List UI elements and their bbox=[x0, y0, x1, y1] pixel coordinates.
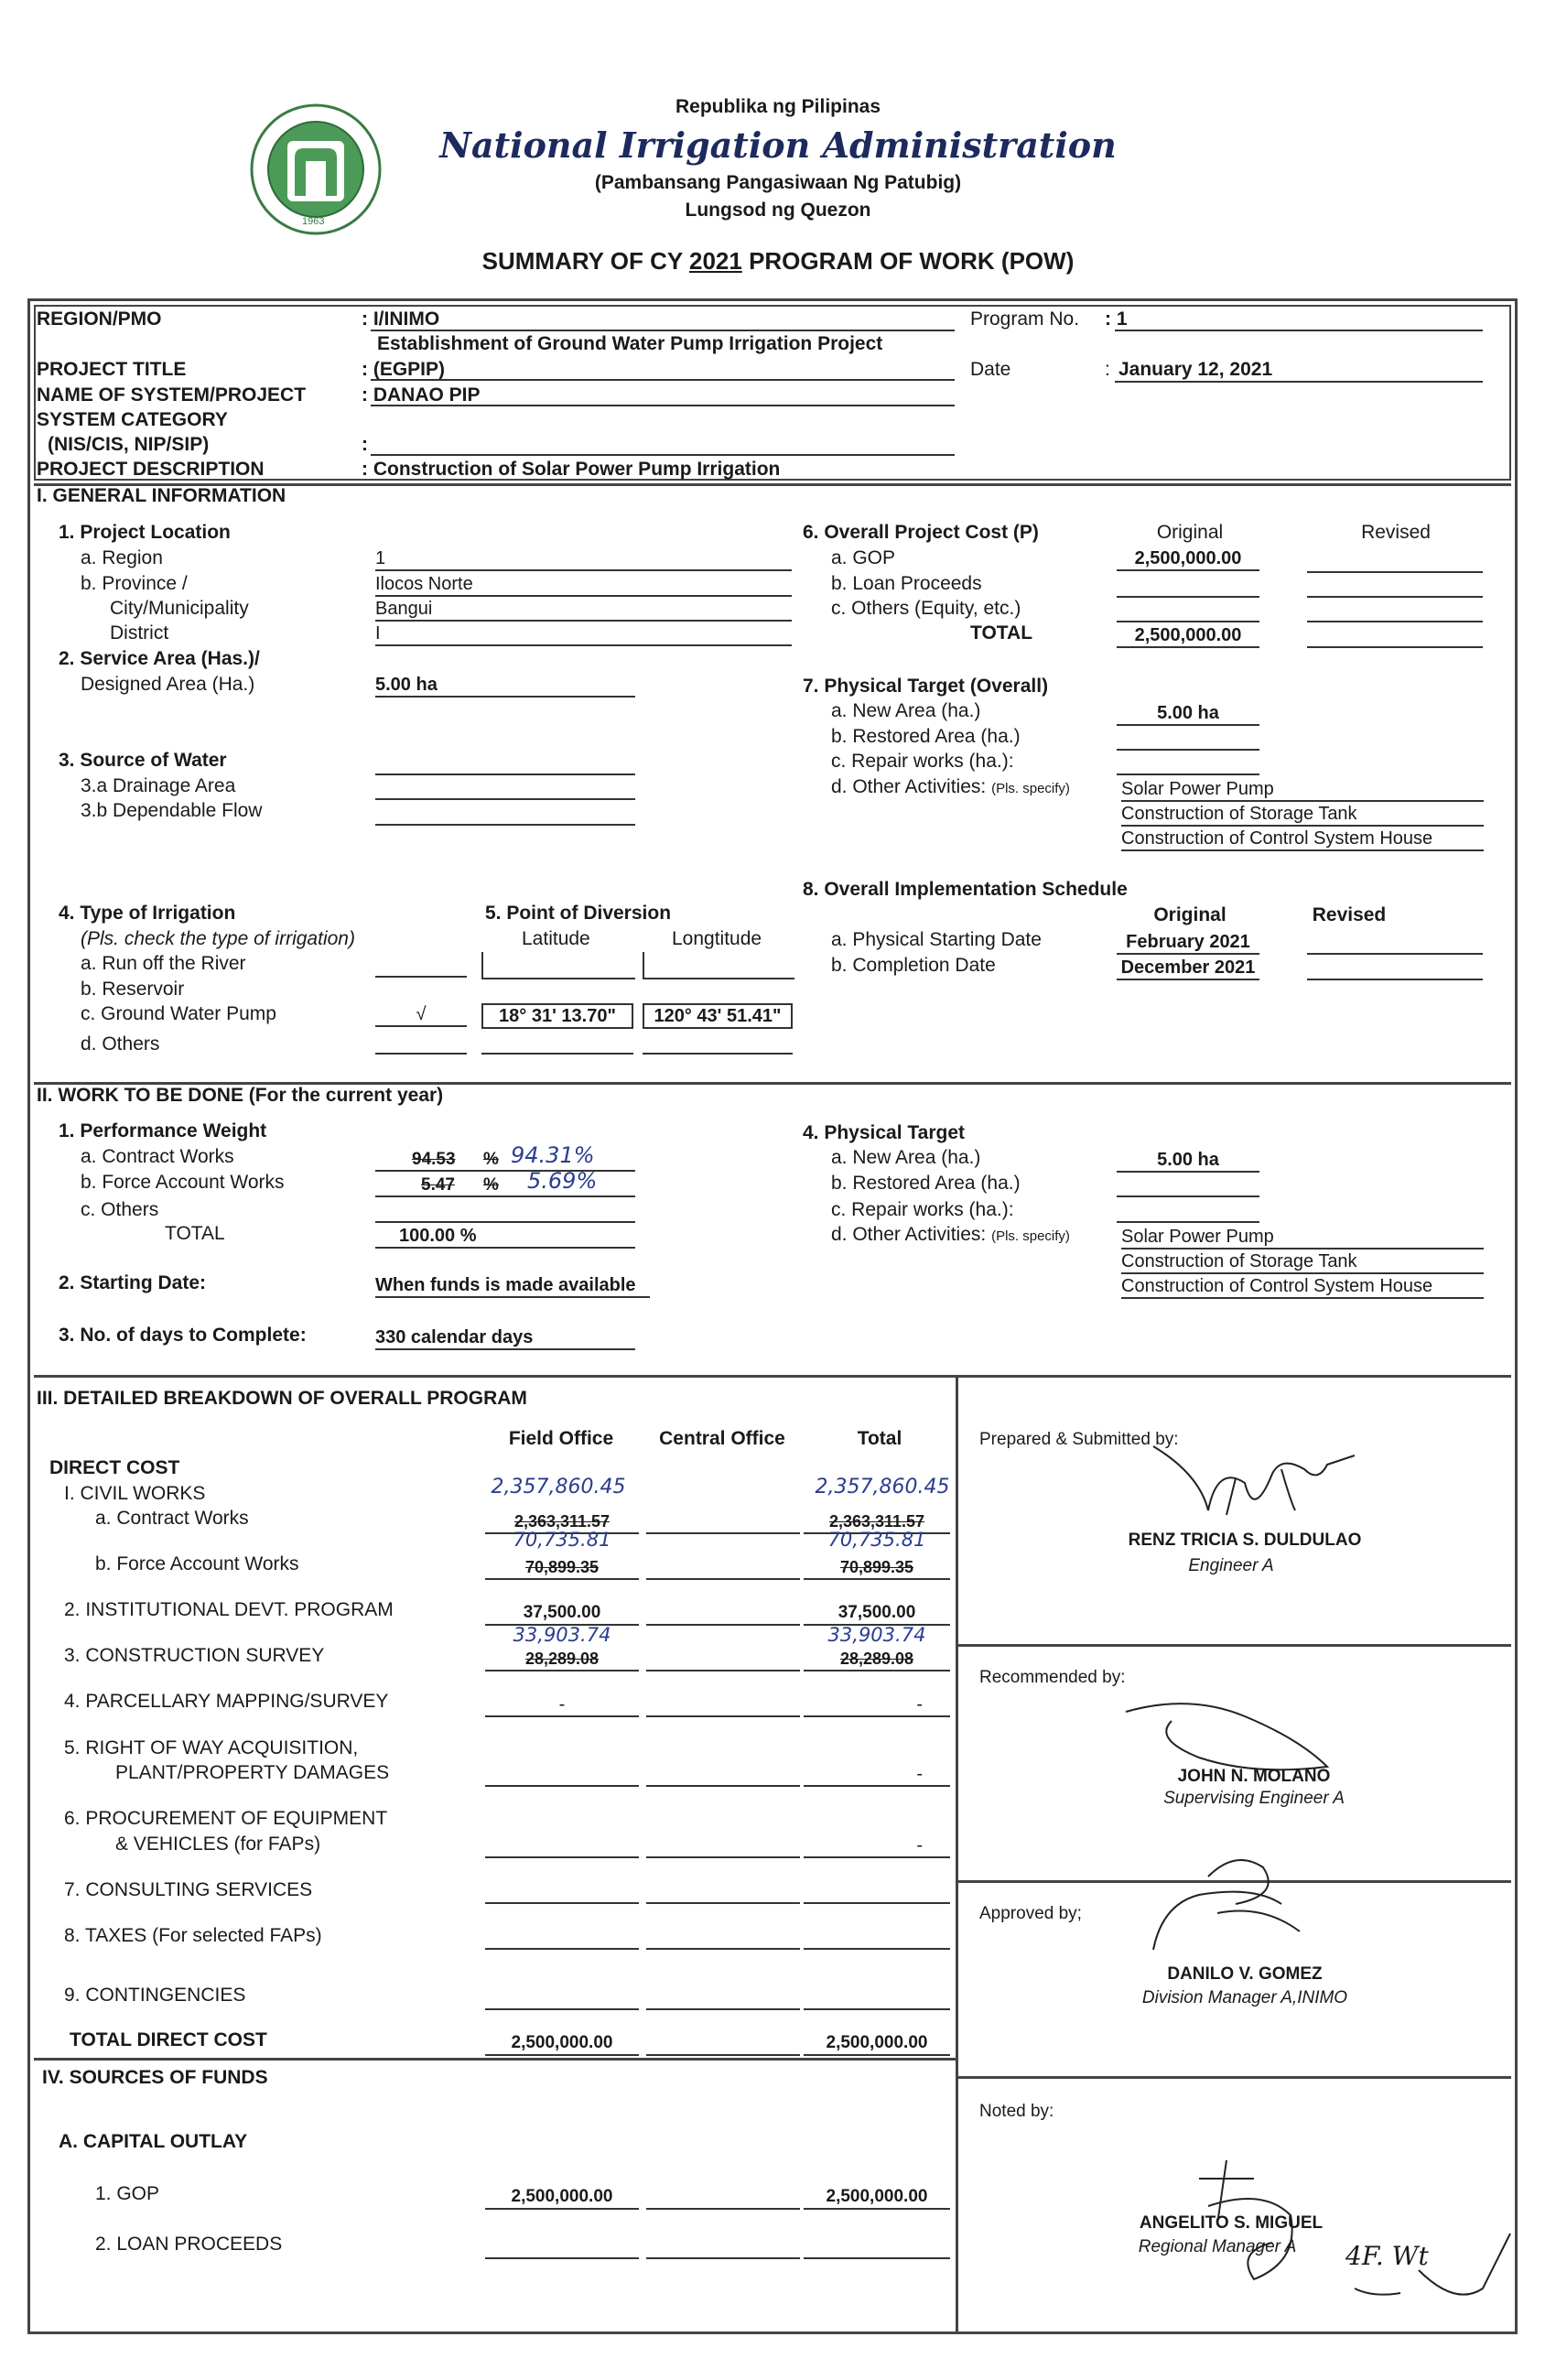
latitude-d-line bbox=[481, 1053, 633, 1055]
force-field-old: 70,899.35 bbox=[485, 1556, 639, 1580]
work-activity-3: Construction of Control System House bbox=[1121, 1275, 1484, 1299]
row-total: - bbox=[804, 1763, 950, 1787]
city-value: Bangui bbox=[375, 598, 792, 622]
general-heading: I. GENERAL INFORMATION bbox=[37, 485, 286, 506]
parcellary-central-line bbox=[646, 1715, 800, 1717]
agency-tagalog: (Pambansang Pangasiwaan Ng Patubig) bbox=[594, 172, 962, 193]
irrigation-d-box bbox=[375, 1053, 467, 1055]
col-total: Total bbox=[857, 1428, 902, 1449]
work-new-area-value: 5.00 ha bbox=[1117, 1149, 1259, 1173]
system-label: NAME OF SYSTEM/PROJECT bbox=[37, 384, 307, 406]
parcellary-field: - bbox=[485, 1693, 639, 1717]
work-restored-label: b. Restored Area (ha.) bbox=[831, 1173, 1021, 1194]
longitude-value: 120° 43' 51.41" bbox=[643, 1003, 793, 1029]
district-label: District bbox=[110, 622, 169, 644]
force-weight-old: 5.47 bbox=[421, 1175, 455, 1195]
irrigation-c-check: √ bbox=[375, 1003, 467, 1027]
divider-breakdown bbox=[34, 1375, 1511, 1378]
date-label: Date bbox=[970, 359, 1011, 380]
start-date-value: February 2021 bbox=[1117, 931, 1259, 955]
contract-weight-new: 94.31% bbox=[511, 1142, 595, 1168]
row-acquisition-label: 5. RIGHT OF WAY ACQUISITION, bbox=[64, 1737, 359, 1758]
work-other-act-text: d. Other Activities: bbox=[831, 1224, 987, 1245]
civil-works-total-hw: 2,357,860.45 bbox=[815, 1476, 950, 1498]
description-value: : Construction of Solar Power Pump Irrigation bbox=[362, 459, 781, 480]
start-date-label: a. Physical Starting Date bbox=[831, 929, 1042, 950]
contract-field-old: 2,363,311.57 bbox=[485, 1510, 639, 1534]
work-new-area-label: a. New Area (ha.) bbox=[831, 1147, 981, 1168]
activity-2: Construction of Storage Tank bbox=[1121, 803, 1484, 827]
latitude-top-box bbox=[481, 952, 635, 979]
parcellary-label: 4. PARCELLARY MAPPING/SURVEY bbox=[64, 1691, 389, 1712]
row-acquisition-label2: PLANT/PROPERTY DAMAGES bbox=[115, 1762, 390, 1783]
irrigation-type-label: 4. Type of Irrigation bbox=[59, 903, 236, 924]
procurement-total: - bbox=[804, 1834, 950, 1858]
new-area-label: a. New Area (ha.) bbox=[831, 700, 981, 721]
start-revised-line bbox=[1307, 953, 1483, 955]
col-field-office: Field Office bbox=[508, 1428, 614, 1449]
work-pls-specify: (Pls. specify) bbox=[991, 1228, 1070, 1244]
region-value: : I/INIMO bbox=[362, 308, 440, 330]
contract-works-label: a. Contract Works bbox=[81, 1146, 234, 1167]
work-heading: II. WORK TO BE DONE (For the current year) bbox=[37, 1085, 444, 1106]
gop-revised-line bbox=[1307, 571, 1483, 573]
schedule-label: 8. Overall Implementation Schedule bbox=[803, 879, 1128, 900]
new-area-value: 5.00 ha bbox=[1117, 702, 1259, 726]
title-suffix: PROGRAM OF WORK (POW) bbox=[749, 247, 1075, 275]
work-repair-label: c. Repair works (ha.): bbox=[831, 1199, 1014, 1220]
republic-text: Republika ng Pilipinas bbox=[675, 96, 881, 117]
construction-survey-label: 3. CONSTRUCTION SURVEY bbox=[64, 1645, 325, 1666]
category-label: SYSTEM CATEGORY bbox=[37, 409, 228, 430]
contract-central-line bbox=[646, 1532, 800, 1534]
force-account-row-label: b. Force Account Works bbox=[95, 1553, 299, 1574]
cost-revised-label: Revised bbox=[1361, 522, 1431, 543]
longitude-top-box bbox=[643, 952, 794, 979]
others-weight-label: c. Others bbox=[81, 1199, 159, 1220]
civil-works-field-hw: 2,357,860.45 bbox=[491, 1476, 626, 1498]
total-direct-central-line bbox=[646, 2054, 800, 2056]
approved-name: DANILO V. GOMEZ bbox=[1167, 1964, 1323, 1984]
pls-specify: (Pls. specify) bbox=[991, 781, 1070, 796]
approved-title: Division Manager A,INIMO bbox=[1141, 1988, 1348, 2007]
survey-field-old: 28,289.08 bbox=[485, 1648, 639, 1671]
performance-label: 1. Performance Weight bbox=[59, 1120, 267, 1141]
proc-field-line bbox=[485, 1856, 639, 1858]
flow-underline bbox=[375, 824, 635, 826]
divider-signatures bbox=[956, 1375, 958, 2334]
title-prefix: SUMMARY OF CY bbox=[481, 247, 683, 275]
longitude-d-line bbox=[643, 1053, 793, 1055]
irrigation-a-box bbox=[375, 976, 467, 978]
prepared-signature bbox=[1144, 1428, 1364, 1529]
weight-total-label: TOTAL bbox=[165, 1223, 225, 1244]
activity-3: Construction of Control System House bbox=[1121, 828, 1484, 851]
recommended-label: Recommended by: bbox=[979, 1668, 1126, 1687]
designed-area-label: Designed Area (Ha.) bbox=[81, 674, 255, 695]
total-revised-line bbox=[1307, 646, 1483, 648]
restored-label: b. Restored Area (ha.) bbox=[831, 726, 1021, 747]
breakdown-heading: III. DETAILED BREAKDOWN OF OVERALL PROGRAM bbox=[37, 1388, 527, 1409]
agency-name: National Irrigation Administration bbox=[439, 124, 1117, 166]
proc-central-line bbox=[646, 1856, 800, 1858]
inst-devt-label: 2. INSTITUTIONAL DEVT. PROGRAM bbox=[64, 1599, 394, 1620]
taxes-label: 8. TAXES (For selected FAPs) bbox=[64, 1925, 322, 1946]
schedule-revised: Revised bbox=[1312, 904, 1387, 925]
others-orig-line bbox=[1117, 621, 1259, 622]
cost-total-value: 2,500,000.00 bbox=[1117, 624, 1259, 648]
category-value: : bbox=[362, 434, 368, 455]
completion-value: December 2021 bbox=[1117, 957, 1259, 980]
loan-fund-label: 2. LOAN PROCEEDS bbox=[95, 2234, 283, 2255]
weight-total-value: 100.00 % bbox=[375, 1225, 635, 1249]
days-value: 330 calendar days bbox=[375, 1326, 635, 1350]
survey-central-line bbox=[646, 1670, 800, 1671]
district-value: I bbox=[375, 622, 792, 646]
longitude-label: Longtitude bbox=[672, 928, 762, 949]
cost-total-label: TOTAL bbox=[970, 622, 1033, 644]
force-total-hw: 70,735.81 bbox=[827, 1529, 926, 1551]
date-underline bbox=[1115, 381, 1483, 383]
row-central-line bbox=[646, 1785, 800, 1787]
water-source-label: 3. Source of Water bbox=[59, 750, 227, 771]
cont-central-line bbox=[646, 2008, 800, 2010]
cost-label: 6. Overall Project Cost (P) bbox=[803, 522, 1039, 543]
province-value: Ilocos Norte bbox=[375, 573, 792, 597]
others-weight-line bbox=[375, 1221, 635, 1223]
other-act-text: d. Other Activities: bbox=[831, 776, 987, 797]
force-weight-new: 5.69% bbox=[527, 1168, 598, 1194]
direct-cost-label: DIRECT COST bbox=[49, 1457, 180, 1478]
latitude-label: Latitude bbox=[522, 928, 590, 949]
completion-revised-line bbox=[1307, 979, 1483, 980]
designed-area-value: 5.00 ha bbox=[375, 674, 635, 698]
region-label: REGION/PMO bbox=[37, 308, 162, 330]
repair-label: c. Repair works (ha.): bbox=[831, 751, 1014, 772]
consult-total-line bbox=[804, 1902, 950, 1904]
cont-field-line bbox=[485, 2008, 639, 2010]
restored-line bbox=[1117, 749, 1259, 751]
survey-total-old: 28,289.08 bbox=[804, 1648, 950, 1671]
diversion-label: 5. Point of Diversion bbox=[485, 903, 672, 924]
initials-scribble bbox=[1345, 2206, 1529, 2316]
irrigation-c: c. Ground Water Pump bbox=[81, 1003, 276, 1024]
parcellary-total: - bbox=[804, 1693, 950, 1717]
repair-line bbox=[1117, 774, 1259, 775]
recommended-title: Supervising Engineer A bbox=[1163, 1789, 1345, 1808]
category-underline bbox=[371, 454, 955, 456]
project-title-line1: Establishment of Ground Water Pump Irrigation Project bbox=[377, 333, 883, 354]
approved-signature bbox=[1098, 1840, 1336, 1959]
project-title-label: PROJECT TITLE bbox=[37, 359, 187, 380]
date-colon: : bbox=[1105, 359, 1110, 380]
city-label: City/Municipality bbox=[110, 598, 249, 619]
project-title-line2: : (EGPIP) bbox=[362, 359, 446, 380]
irrigation-a: a. Run off the River bbox=[81, 953, 246, 974]
completion-label: b. Completion Date bbox=[831, 955, 996, 976]
gop-fund-label: 1. GOP bbox=[95, 2183, 160, 2204]
system-underline bbox=[371, 405, 955, 406]
schedule-original: Original bbox=[1153, 904, 1226, 925]
seal-year: 1963 bbox=[302, 216, 325, 227]
noted-name: ANGELITO S. MIGUEL bbox=[1139, 2213, 1324, 2233]
procurement-label2: & VEHICLES (for FAPs) bbox=[115, 1834, 321, 1855]
divider-funds bbox=[34, 2058, 958, 2061]
noted-label: Noted by: bbox=[979, 2102, 1054, 2121]
force-weight-line bbox=[375, 1195, 635, 1197]
initials: 4F. Wt bbox=[1345, 2241, 1429, 2271]
survey-field-hw: 33,903.74 bbox=[513, 1624, 611, 1646]
total-direct-field: 2,500,000.00 bbox=[485, 2032, 639, 2056]
prepared-name: RENZ TRICIA S. DULDULAO bbox=[1128, 1531, 1362, 1550]
date-value: January 12, 2021 bbox=[1118, 359, 1273, 380]
program-no-label: Program No. bbox=[970, 308, 1080, 330]
work-phys-label: 4. Physical Target bbox=[803, 1122, 966, 1143]
contract-weight-pct: % bbox=[483, 1150, 499, 1169]
capital-outlay-label: A. CAPITAL OUTLAY bbox=[59, 2131, 248, 2152]
gop-fund-field: 2,500,000.00 bbox=[485, 2186, 639, 2210]
force-weight-pct: % bbox=[483, 1175, 499, 1195]
contract-weight-old: 94.53 bbox=[412, 1150, 456, 1169]
total-direct-total: 2,500,000.00 bbox=[804, 2032, 950, 2056]
starting-date-label: 2. Starting Date: bbox=[59, 1272, 207, 1293]
recommended-name: JOHN N. MOLANO bbox=[1177, 1767, 1331, 1786]
work-restored-line bbox=[1117, 1195, 1259, 1197]
noted-title: Regional Manager A bbox=[1138, 2237, 1297, 2256]
divider-sig-1 bbox=[956, 1644, 1511, 1647]
consult-field-line bbox=[485, 1902, 639, 1904]
irrigation-hint: (Pls. check the type of irrigation) bbox=[81, 928, 355, 949]
inst-central-line bbox=[646, 1624, 800, 1626]
taxes-central-line bbox=[646, 1948, 800, 1950]
cont-total-line bbox=[804, 2008, 950, 2010]
other-activities-label bbox=[831, 776, 1070, 800]
total-direct-cost-label: TOTAL DIRECT COST bbox=[70, 2029, 267, 2050]
survey-total-hw: 33,903.74 bbox=[827, 1624, 926, 1646]
title-year: 2021 bbox=[688, 247, 742, 275]
gop-value: 2,500,000.00 bbox=[1117, 547, 1259, 571]
work-repair-line bbox=[1117, 1221, 1259, 1223]
work-other-activities-label bbox=[831, 1224, 1070, 1248]
others-cost-label: c. Others (Equity, etc.) bbox=[831, 598, 1021, 619]
row-field-line bbox=[485, 1785, 639, 1787]
region-a-value: 1 bbox=[375, 547, 792, 571]
force-central-line bbox=[646, 1578, 800, 1580]
project-underline bbox=[371, 379, 955, 381]
system-value: : DANAO PIP bbox=[362, 384, 481, 406]
force-field-hw: 70,735.81 bbox=[513, 1529, 611, 1551]
approved-label: Approved by; bbox=[979, 1904, 1082, 1923]
activity-1: Solar Power Pump bbox=[1121, 778, 1484, 802]
prepared-label: Prepared & Submitted by: bbox=[979, 1430, 1179, 1449]
contingencies-label: 9. CONTINGENCIES bbox=[64, 1985, 246, 2006]
drainage-label: 3.a Drainage Area bbox=[81, 775, 236, 796]
loan-fund-total-line bbox=[804, 2257, 950, 2259]
program-no-underline bbox=[1115, 330, 1483, 331]
province-label: b. Province / bbox=[81, 573, 188, 594]
force-total-old: 70,899.35 bbox=[804, 1556, 950, 1580]
phys-target-label: 7. Physical Target (Overall) bbox=[803, 676, 1049, 697]
col-central-office: Central Office bbox=[659, 1428, 785, 1449]
procurement-label: 6. PROCUREMENT OF EQUIPMENT bbox=[64, 1808, 388, 1829]
others-revised-line bbox=[1307, 621, 1483, 622]
loan-fund-central-line bbox=[646, 2257, 800, 2259]
starting-date-value: When funds is made available bbox=[375, 1274, 650, 1298]
loan-fund-field-line bbox=[485, 2257, 639, 2259]
description-label: PROJECT DESCRIPTION bbox=[37, 459, 265, 480]
irrigation-b: b. Reservoir bbox=[81, 979, 185, 1000]
document-title bbox=[0, 247, 1556, 276]
civil-works-label: I. CIVIL WORKS bbox=[64, 1483, 206, 1504]
gop-fund-total: 2,500,000.00 bbox=[804, 2186, 950, 2210]
taxes-total-line bbox=[804, 1948, 950, 1950]
loan-label: b. Loan Proceeds bbox=[831, 573, 982, 594]
flow-label: 3.b Dependable Flow bbox=[81, 800, 263, 821]
city-text: Lungsod ng Quezon bbox=[685, 200, 871, 221]
work-activity-1: Solar Power Pump bbox=[1121, 1226, 1484, 1250]
force-account-label: b. Force Account Works bbox=[81, 1172, 285, 1193]
days-label: 3. No. of days to Complete: bbox=[59, 1325, 307, 1346]
program-no-value: : 1 bbox=[1105, 308, 1128, 330]
irrigation-d: d. Others bbox=[81, 1033, 160, 1055]
region-a-label: a. Region bbox=[81, 547, 163, 568]
loan-orig-line bbox=[1117, 596, 1259, 598]
latitude-value: 18° 31' 13.70" bbox=[481, 1003, 633, 1029]
consult-central-line bbox=[646, 1902, 800, 1904]
water-source-underline bbox=[375, 774, 635, 775]
location-label: 1. Project Location bbox=[59, 522, 231, 543]
loan-revised-line bbox=[1307, 596, 1483, 598]
service-area-label: 2. Service Area (Has.)/ bbox=[59, 648, 260, 669]
category-label2: (NIS/CIS, NIP/SIP) bbox=[48, 434, 210, 455]
gop-fund-central-line bbox=[646, 2208, 800, 2210]
contract-works-row-label: a. Contract Works bbox=[95, 1508, 249, 1529]
drainage-underline bbox=[375, 798, 635, 800]
region-underline bbox=[371, 330, 955, 331]
contract-total-old: 2,363,311.57 bbox=[804, 1510, 950, 1534]
work-activity-2: Construction of Storage Tank bbox=[1121, 1250, 1484, 1274]
inst-devt-field: 37,500.00 bbox=[485, 1602, 639, 1626]
cost-original-label: Original bbox=[1156, 522, 1224, 543]
taxes-field-line bbox=[485, 1948, 639, 1950]
inst-devt-total: 37,500.00 bbox=[804, 1602, 950, 1626]
consulting-label: 7. CONSULTING SERVICES bbox=[64, 1879, 313, 1900]
funds-heading: IV. SOURCES OF FUNDS bbox=[42, 2067, 268, 2088]
gop-label: a. GOP bbox=[831, 547, 896, 568]
prepared-title: Engineer A bbox=[1188, 1556, 1274, 1575]
divider-sig-3 bbox=[956, 2076, 1511, 2079]
